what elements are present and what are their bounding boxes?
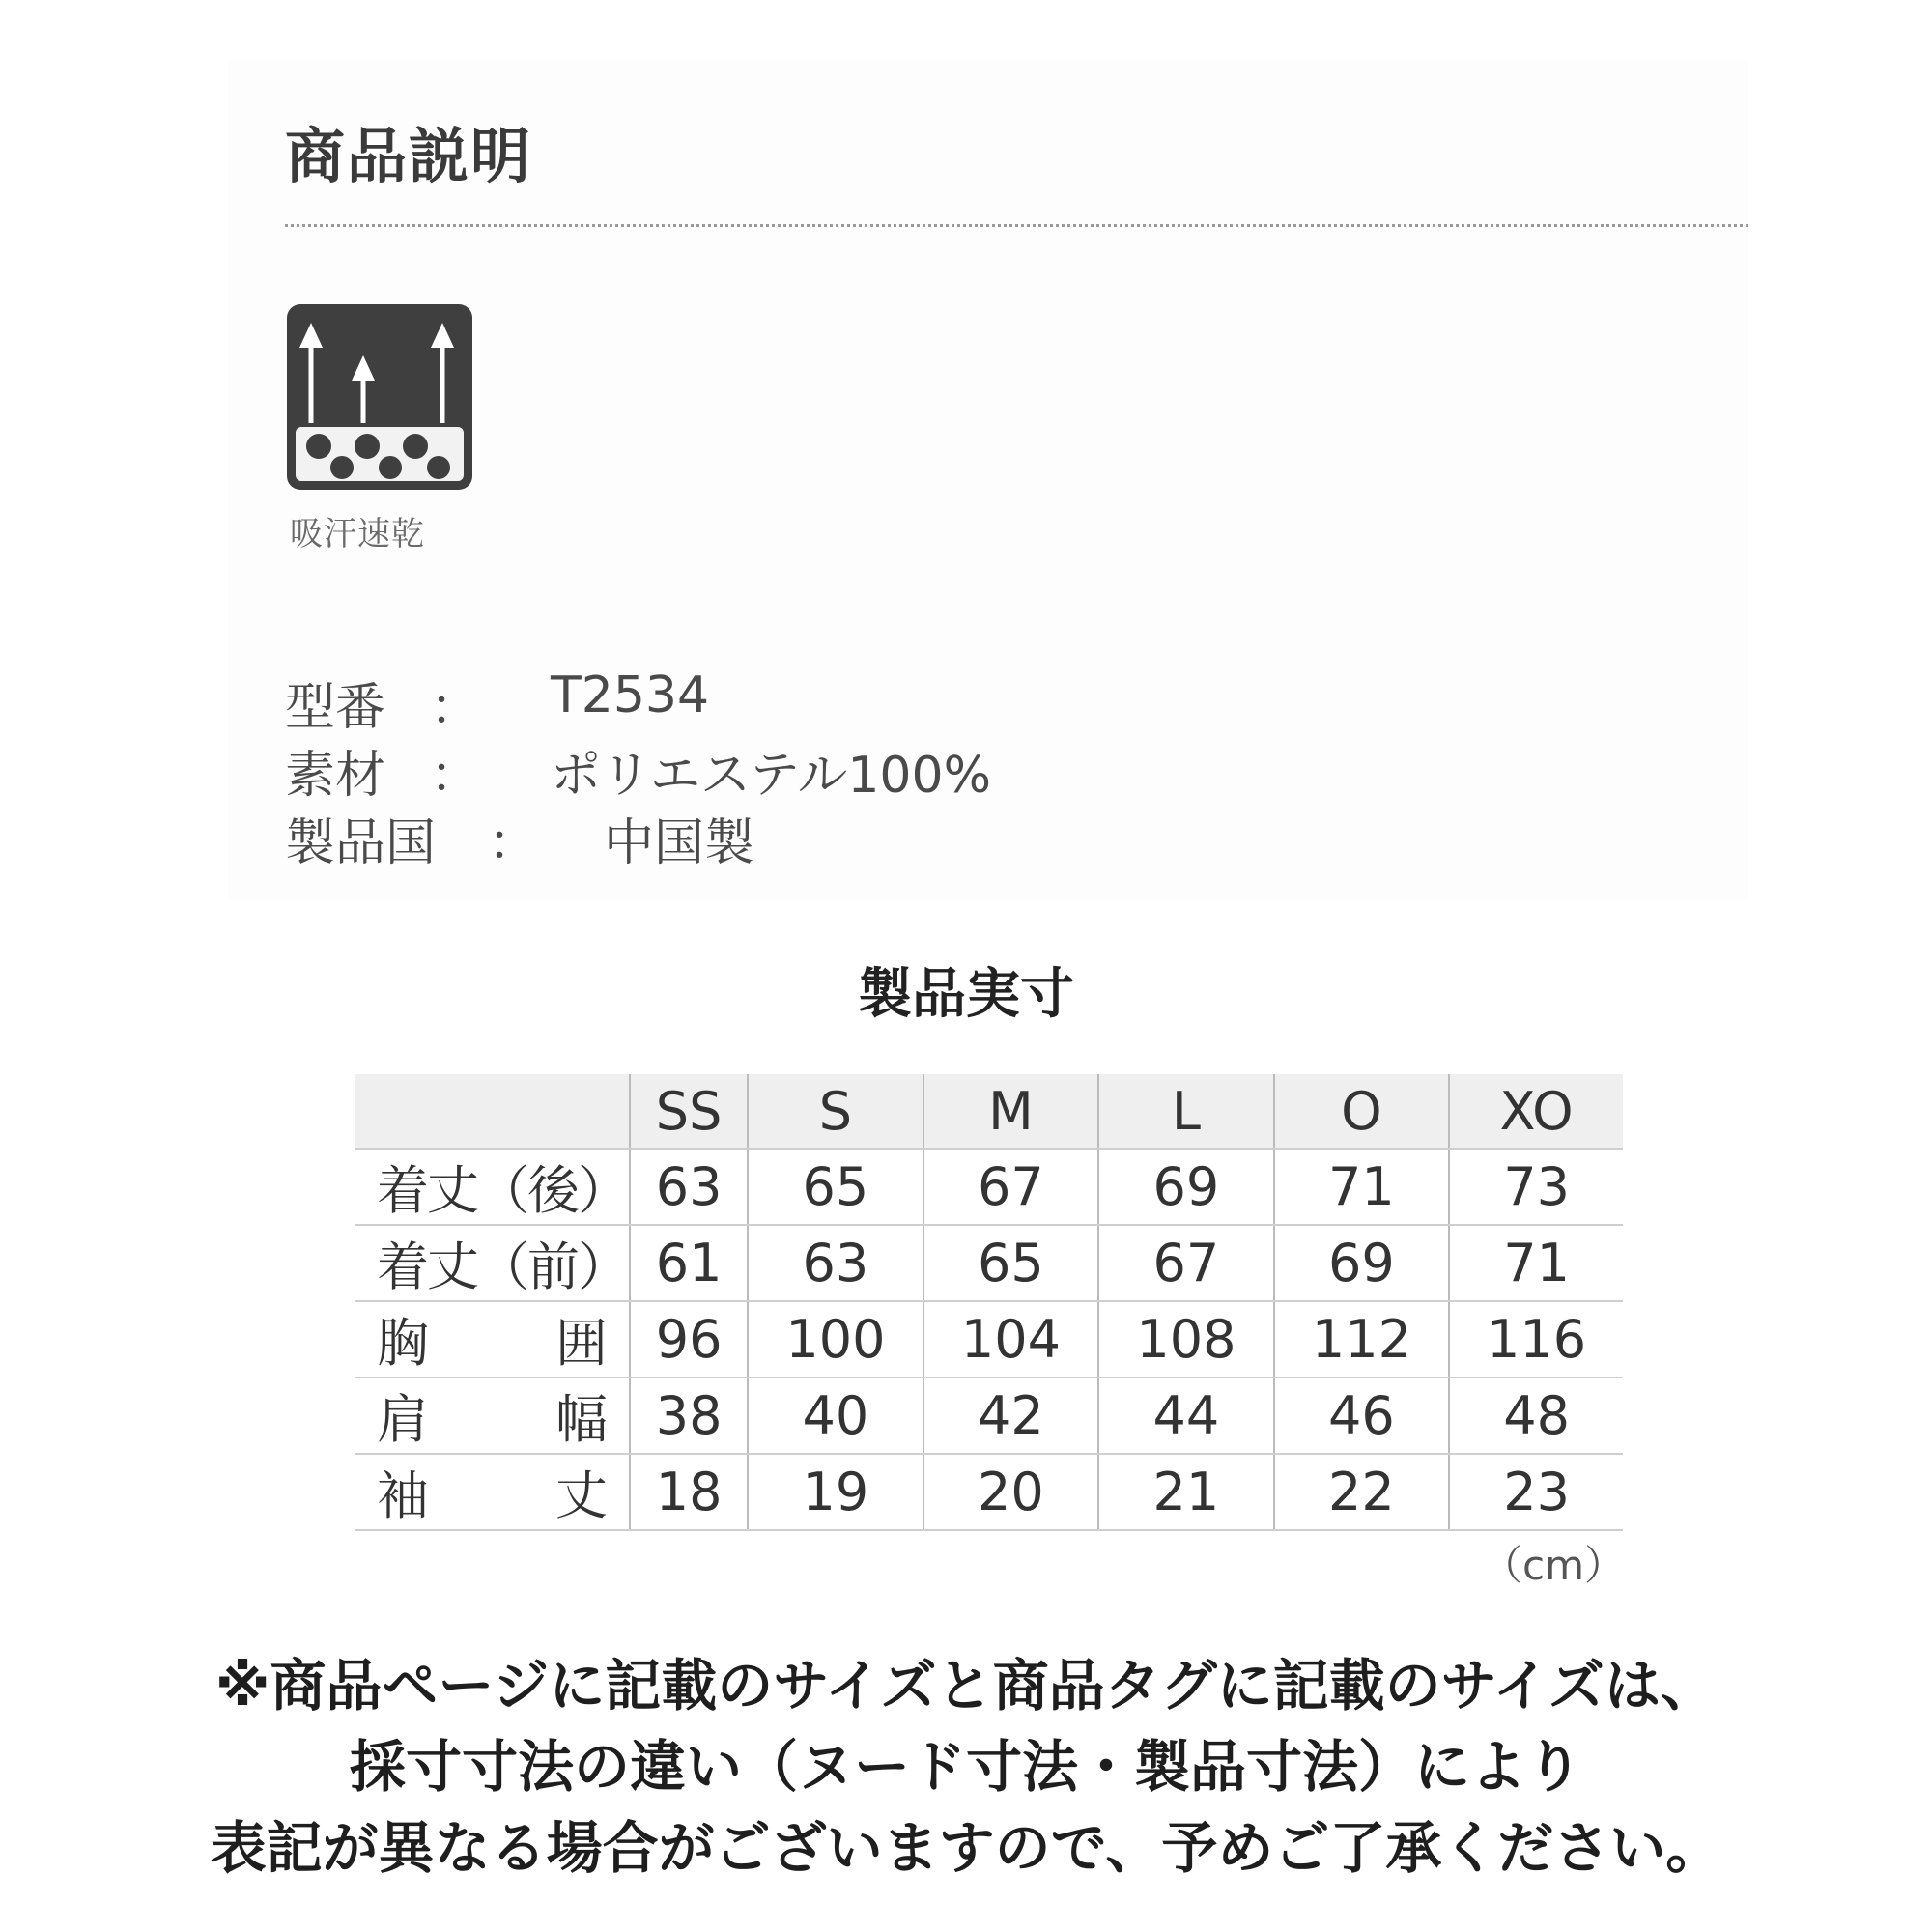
table-row — [355, 1225, 1623, 1301]
table-cell: 38 — [630, 1378, 748, 1454]
table-cell: 23 — [1449, 1454, 1623, 1530]
size-table — [355, 1074, 1623, 1531]
row-label-part: 幅 — [555, 1389, 608, 1450]
header-size: SS — [630, 1074, 748, 1149]
spec-colon: ： — [488, 814, 539, 872]
header-size: S — [748, 1074, 923, 1149]
table-cell: 108 — [1098, 1301, 1274, 1378]
icon-caption: 吸汗速乾 — [290, 515, 425, 554]
header-corner — [355, 1074, 630, 1149]
notice-line-1: ※商品ページに記載のサイズと商品タグに記載のサイズは、 — [215, 1653, 1717, 1719]
spec-key: 製品国 — [285, 814, 437, 872]
row-label-part: 袖 — [377, 1465, 429, 1526]
table-row — [355, 1378, 1623, 1454]
table-cell: 116 — [1449, 1301, 1623, 1378]
table-cell: 42 — [923, 1378, 1099, 1454]
table-cell: 46 — [1274, 1378, 1450, 1454]
spec-key: 素材 — [285, 747, 386, 805]
table-cell: 19 — [748, 1454, 923, 1530]
table-cell: 69 — [1274, 1225, 1450, 1301]
table-cell: 112 — [1274, 1301, 1450, 1378]
spec-value: ポリエステル100% — [551, 747, 991, 805]
row-label — [355, 1301, 630, 1378]
row-label-part: 胸 — [377, 1313, 429, 1374]
table-row — [355, 1301, 1623, 1378]
table-cell: 48 — [1449, 1378, 1623, 1454]
table-cell: 69 — [1098, 1149, 1274, 1225]
row-label-part: 丈 — [555, 1465, 608, 1526]
spec-colon: ： — [430, 747, 481, 805]
table-cell: 71 — [1274, 1149, 1450, 1225]
table-row — [355, 1454, 1623, 1530]
table-cell: 63 — [748, 1225, 923, 1301]
header-size: L — [1098, 1074, 1274, 1149]
table-header-row — [355, 1074, 1623, 1149]
row-label — [355, 1454, 630, 1530]
table-cell: 71 — [1449, 1225, 1623, 1301]
table-row — [355, 1149, 1623, 1225]
unit-label: （cm） — [1481, 1542, 1625, 1589]
table-cell: 67 — [923, 1149, 1099, 1225]
row-label-part: 囲 — [555, 1313, 608, 1374]
moisture-wicking-icon — [284, 301, 475, 493]
notice-line-3: 表記が異なる場合がございますので、予めご了承ください。 — [210, 1815, 1722, 1881]
header-size: M — [923, 1074, 1099, 1149]
table-cell: 21 — [1098, 1454, 1274, 1530]
section-title: 商品説明 — [285, 121, 533, 191]
table-cell: 96 — [630, 1301, 748, 1378]
header-size: O — [1274, 1074, 1450, 1149]
table-cell: 73 — [1449, 1149, 1623, 1225]
row-label: 着丈（前） — [355, 1225, 630, 1301]
header-size: XO — [1449, 1074, 1623, 1149]
table-cell: 18 — [630, 1454, 748, 1530]
spec-colon: ： — [430, 679, 481, 737]
table-cell: 67 — [1098, 1225, 1274, 1301]
table-cell: 40 — [748, 1378, 923, 1454]
spec-value: 中国製 — [604, 814, 755, 872]
table-cell: 63 — [630, 1149, 748, 1225]
table-cell: 61 — [630, 1225, 748, 1301]
row-label-part: 肩 — [377, 1389, 429, 1450]
table-title: 製品実寸 — [858, 963, 1074, 1026]
table-cell: 65 — [923, 1225, 1099, 1301]
row-label: 着丈（後） — [355, 1149, 630, 1225]
spec-key: 型番 — [285, 679, 386, 737]
table-cell: 44 — [1098, 1378, 1274, 1454]
notice-line-2: 採寸寸法の違い（ヌード寸法・製品寸法）により — [349, 1734, 1582, 1800]
table-cell: 22 — [1274, 1454, 1450, 1530]
table-cell: 104 — [923, 1301, 1099, 1378]
dotted-divider — [285, 224, 1748, 227]
spec-value: T2534 — [551, 667, 710, 724]
row-label — [355, 1378, 630, 1454]
table-cell: 20 — [923, 1454, 1099, 1530]
table-cell: 100 — [748, 1301, 923, 1378]
table-cell: 65 — [748, 1149, 923, 1225]
